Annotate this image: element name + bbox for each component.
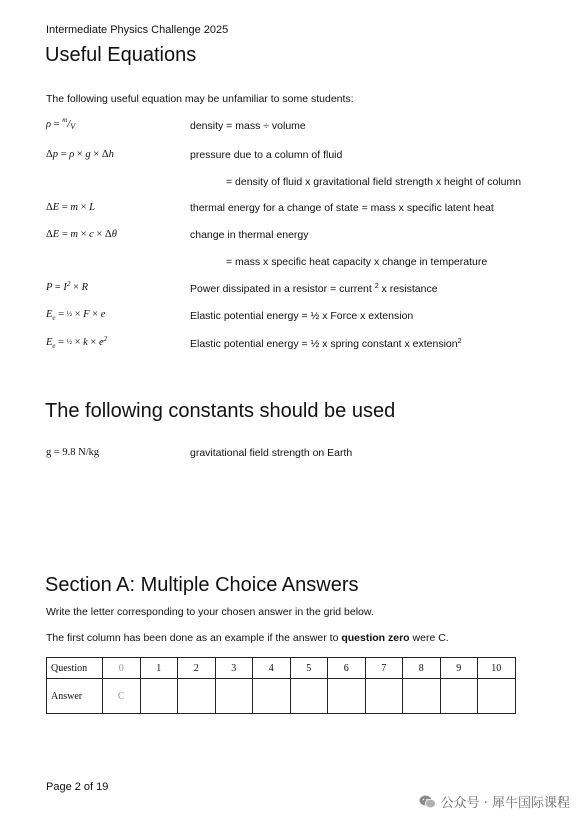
document-header: Intermediate Physics Challenge 2025 — [46, 24, 229, 36]
watermark-text: 公众号 · 犀牛国际课程 — [440, 796, 570, 811]
equation-elastic-force: $E_e$ = ½ × F × e — [46, 309, 106, 323]
section-a-example-note: The first column has been done as an example if the answer to question zero were C. — [46, 632, 449, 644]
question-number: 2 — [178, 658, 216, 679]
constant-g: g = 9.8 N/kg — [46, 447, 100, 458]
equations-intro: The following useful equation may be unfamiliar to some students: — [46, 93, 354, 105]
watermark — [419, 792, 570, 811]
question-number: 4 — [253, 658, 291, 679]
section-a-heading: Section A: Multiple Choice Answers — [45, 574, 359, 596]
question-row-label: Question — [47, 658, 103, 679]
question-number: 0 — [103, 658, 141, 679]
equation-elastic-force-desc: Elastic potential energy = ½ x Force x extension — [190, 310, 414, 322]
question-number: 5 — [290, 658, 328, 679]
answer-cell[interactable] — [478, 679, 516, 714]
answer-cell[interactable] — [178, 679, 216, 714]
constant-g-desc: gravitational field strength on Earth — [190, 447, 353, 459]
section-a-instruction: Write the letter corresponding to your chosen answer in the grid below. — [46, 606, 374, 618]
equation-density: ρ = $^m$/V — [46, 116, 76, 131]
equation-pressure-desc: pressure due to a column of fluid — [190, 149, 343, 161]
answer-grid — [46, 657, 516, 714]
equation-thermal-energy-desc-cont: = mass x specific heat capacity x change in temperature — [226, 256, 488, 268]
question-number: 10 — [478, 658, 516, 679]
answer-row-label: Answer — [47, 679, 103, 714]
question-row — [47, 658, 516, 679]
answer-cell[interactable] — [253, 679, 291, 714]
question-number: 9 — [440, 658, 478, 679]
answer-row — [47, 679, 516, 714]
question-number: 8 — [403, 658, 441, 679]
equation-power-desc: Power dissipated in a resistor = current $^2$ x resistance — [190, 283, 438, 295]
equation-power: $P = I^2 \times R$ — [46, 280, 88, 293]
answer-cell[interactable] — [140, 679, 178, 714]
answer-cell-example: C — [103, 679, 141, 714]
equation-thermal-energy: ΔE = m × c × Δθ — [46, 229, 117, 240]
answer-cell[interactable] — [215, 679, 253, 714]
answer-cell[interactable] — [365, 679, 403, 714]
answer-cell[interactable] — [403, 679, 441, 714]
equation-pressure-desc-cont: = density of fluid x gravitational field strength x height of column — [226, 176, 522, 188]
equation-thermal-energy-desc: change in thermal energy — [190, 229, 309, 241]
equation-density-desc: density = mass ÷ volume — [190, 120, 306, 132]
question-number: 3 — [215, 658, 253, 679]
page-number: Page 2 of 19 — [46, 781, 109, 793]
question-number: 6 — [328, 658, 366, 679]
question-number: 1 — [140, 658, 178, 679]
answer-cell[interactable] — [290, 679, 328, 714]
equation-latent-heat: ΔE = m × L — [46, 202, 95, 213]
answer-cell[interactable] — [328, 679, 366, 714]
question-number: 7 — [365, 658, 403, 679]
equation-elastic-spring-desc: Elastic potential energy = ½ x spring constant x extension$^2$ — [190, 338, 462, 350]
equation-latent-heat-desc: thermal energy for a change of state = mass x specific latent heat — [190, 202, 494, 214]
answer-cell[interactable] — [440, 679, 478, 714]
equation-elastic-spring: $E_e$ = ½ × $k \times e^2$ — [46, 335, 108, 351]
useful-equations-heading: Useful Equations — [45, 44, 197, 66]
constants-heading: The following constants should be used — [45, 400, 396, 422]
wechat-icon — [419, 795, 436, 809]
equation-pressure: Δp = ρ × g × Δh — [46, 149, 114, 160]
